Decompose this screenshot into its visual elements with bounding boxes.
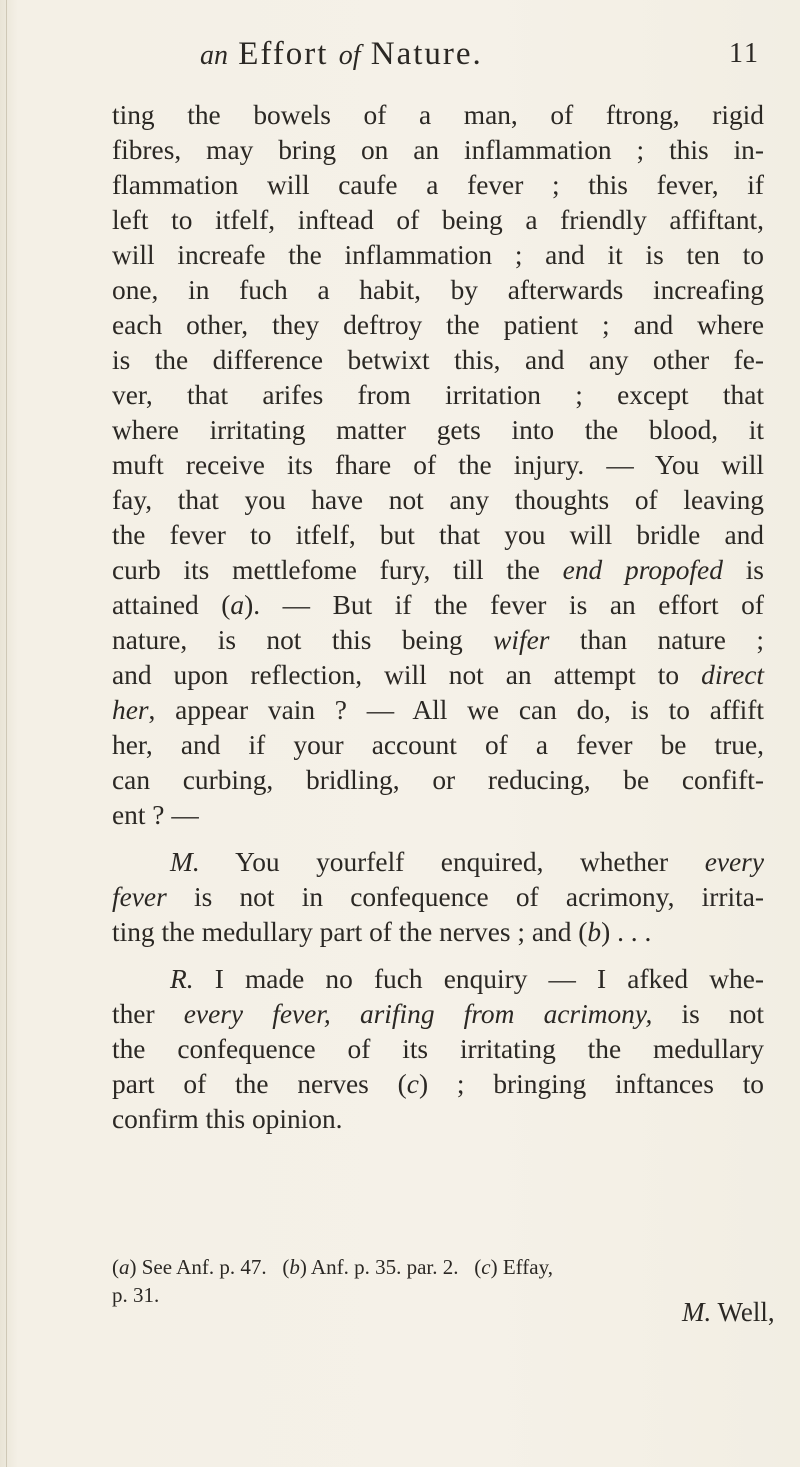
footnote-label-a: a (119, 1255, 130, 1279)
footnote-label-c: c (481, 1255, 491, 1279)
text-line: left to itfelf, inftead of being a friendly affiftant, (112, 205, 764, 235)
paragraph-2 (112, 845, 764, 950)
text-line: where irritating matter gets into the blood, it (112, 415, 764, 445)
paragraph-3 (112, 962, 764, 1137)
header-word-nature: Nature. (370, 36, 483, 72)
text-line: the fever to itfelf, but that you will bridle and (112, 520, 764, 550)
catchword-word: Well, (717, 1297, 775, 1327)
text-line: the confequence of its irritating the medullary (112, 1034, 764, 1064)
text-fragment: ). — But if the fever is an effort of (244, 590, 764, 620)
header-word-effort: Effort (238, 36, 329, 72)
italic-every: every (704, 847, 764, 877)
text-fragment: is not (681, 999, 764, 1029)
speaker-m: M. (170, 847, 200, 877)
text-fragment: I made no fuch enquiry — I afked whe- (214, 964, 764, 994)
text-line: ting the bowels of a man, of ftrong, rigid (112, 100, 764, 130)
text-fragment: nature, is not this being (112, 625, 463, 655)
footnote-b: Anf. p. 35. par. 2. (310, 1255, 459, 1279)
footnote-ref-b: b (587, 917, 602, 947)
text-line (112, 845, 764, 880)
text-fragment: ) ; bringing inftances to (418, 1069, 764, 1099)
catchword (682, 1297, 775, 1328)
text-line: is the difference betwixt this, and any other fe- (112, 345, 764, 375)
text-line (112, 588, 764, 623)
text-line (112, 658, 764, 693)
body-text (112, 98, 764, 1137)
italic-phrase: every fever, arifing from acrimony, (183, 999, 653, 1029)
footnote-line: p. 31. (112, 1283, 160, 1307)
text-fragment: than nature ; (579, 625, 764, 655)
italic-her: her (112, 695, 149, 725)
text-fragment: is not in confequence of acrimony, irrita- (193, 882, 764, 912)
text-line: each other, they deftroy the patient ; and where (112, 310, 764, 340)
text-fragment: attained ( (112, 590, 231, 620)
page-number: 11 (729, 38, 760, 69)
text-line: can curbing, bridling, or reducing, be confift- (112, 765, 764, 795)
footnote-line: (a) See Anf. p. 47. (b) Anf. p. 35. par. 2. (c) Effay, (112, 1255, 553, 1279)
text-line (112, 553, 764, 588)
footnote-a: See Anf. p. 47. (141, 1255, 267, 1279)
running-header (200, 36, 760, 76)
text-fragment: is (745, 555, 764, 585)
text-line: will increafe the inflammation ; and it is ten to (112, 240, 764, 270)
header-prefix: an (200, 40, 228, 71)
text-line: ent ? — (112, 800, 199, 830)
text-fragment: ) . . . (601, 917, 652, 947)
italic-end-proposed: end propofed (562, 555, 723, 585)
text-line: ver, that arifes from irritation ; except that (112, 380, 764, 410)
gutter-shadow (6, 0, 7, 1467)
italic-wifer: wifer (493, 625, 550, 655)
speaker-r: R. (170, 964, 194, 994)
footnotes (112, 1253, 764, 1309)
text-fragment: curb its mettlefome fury, till the (112, 555, 540, 585)
paragraph-1 (112, 98, 764, 833)
text-line: one, in fuch a habit, by afterwards increafing (112, 275, 764, 305)
text-line (112, 623, 764, 658)
text-fragment: ting the medullary part of the nerves ; and ( (112, 917, 588, 947)
text-fragment: , appear vain ? — All we can do, is to affift (148, 695, 764, 725)
footnote-ref-a: a (230, 590, 245, 620)
text-line: her, and if your account of a fever be true, (112, 730, 764, 760)
text-fragment: You yourfelf enquired, whether (235, 847, 669, 877)
footnote-label-b: b (289, 1255, 300, 1279)
text-fragment: and upon reflection, will not an attempt to (112, 660, 680, 690)
footnote-ref-c: c (406, 1069, 419, 1099)
text-line: confirm this opinion. (112, 1104, 343, 1134)
text-line (112, 962, 764, 997)
catchword-speaker: M. (682, 1297, 712, 1327)
italic-fever: fever (112, 882, 167, 912)
text-line (112, 693, 764, 728)
footnote-c: Effay, (502, 1255, 553, 1279)
text-line: fibres, may bring on an inflammation ; this in- (112, 135, 764, 165)
text-line: flammation will caufe a fever ; this fever, if (112, 170, 764, 200)
text-line (112, 997, 764, 1032)
text-line (112, 915, 764, 950)
italic-direct: direct (701, 660, 764, 690)
header-of: of (338, 40, 361, 71)
text-line (112, 1067, 764, 1102)
text-fragment: part of the nerves ( (112, 1069, 407, 1099)
text-fragment: ther (112, 999, 155, 1029)
text-line: fay, that you have not any thoughts of leaving (112, 485, 764, 515)
text-line (112, 880, 764, 915)
text-line: muft receive its fhare of the injury. — You will (112, 450, 764, 480)
